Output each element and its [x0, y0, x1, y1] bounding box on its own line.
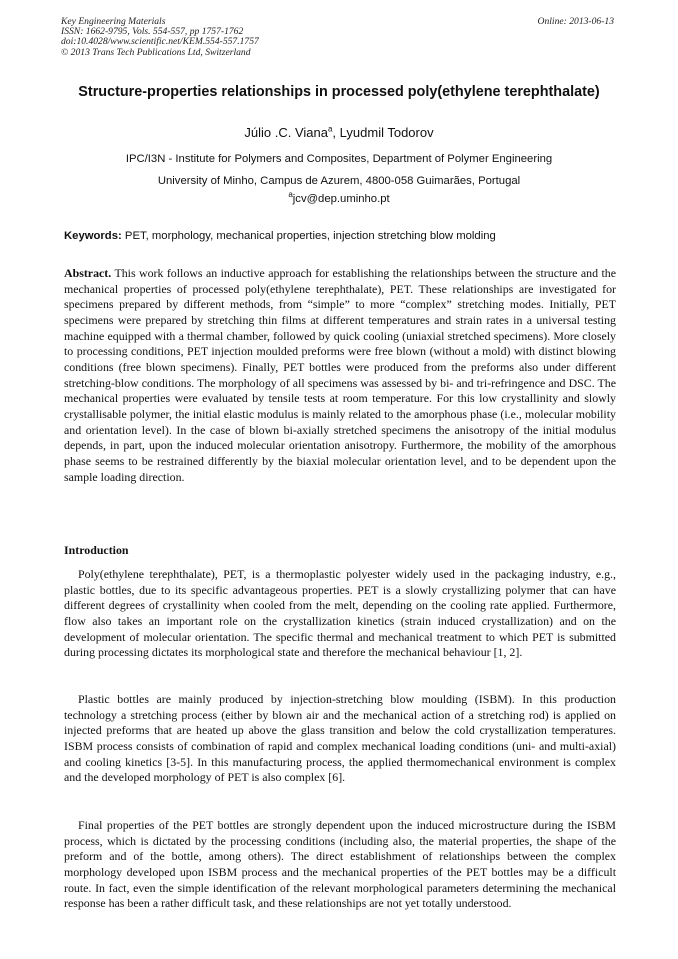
affiliation-line: IPC/I3N - Institute for Polymers and Composites, Department of Polymer Engineering	[125, 153, 553, 165]
keywords-label: Keywords:	[64, 230, 122, 242]
abstract-label: Abstract.	[64, 266, 112, 280]
journal-issn: ISSN: 1662-9795, Vols. 554-557, pp 1757-1762	[61, 26, 244, 38]
keywords	[64, 229, 616, 243]
affiliation-mark: a	[327, 124, 333, 134]
affiliation-mark: a	[288, 190, 293, 200]
author-name: Lyudmil Todorov	[339, 125, 434, 140]
abstract-text: This work follows an inductive approach for establishing the relationships between the structure and the mechanical properties of processed poly(ethylene terephthalate), PET. These relationships are investigated for specimens prepared by different methods, from “simple” to more “complex” stretching modes. Initially, PET specimens were prepared by stretching thin films at different temperatures and strain rates in a universal testing machine equipped with a thermal chamber, followed by quick cooling (uniaxial stretched specimens). More closely to processing conditions, PET injection moulded preforms were free blown (without a mold) with distinct blowing conditions (free blown specimens). Finally, PET bottles were produced from the preforms also under different stretching-blow conditions. The morphology of all specimens was assessed by bi- and tri-refringence and DSC. The mechanical properties were evaluated by tensile tests at room temperature. For this low crystallinity and slowly crystallisable polymer, the initial elastic modulus is mainly related to the amorphous phase (i.e., molecular mobility and orientation level). In the case of blown bi-axially stretched specimens the anisotropy of the initial modulus depends, in part, upon the induced molecular orientation anisotropy. Furthermore, the mobility of the amorphous phase seems to be restrained differently by the biaxial molecular orientation level, and to be dependent upon the sample loading direction.	[64, 266, 616, 484]
journal-doi: doi:10.4028/www.scientific.net/KEM.554-557.1757	[61, 36, 259, 48]
keywords-text: PET, morphology, mechanical properties, injection stretching blow molding	[121, 230, 496, 242]
body-paragraph: Poly(ethylene terephthalate), PET, is a thermoplastic polyester widely used in the packaging industry, e.g., plastic bottles, due to its specific advantageous properties. PET is a slowly crystallizing polymer that can have different degrees of crystallinity when cooled from the melt, depending on the cooling rate applied. Furthermore, flow also takes an important role on the crystallization kinetics (strain induced crystallization) and on the development of molecular orientation. The specific thermal and mechanical treatment to which PET is submitted during processing dictates its morphological state and therefore the mechanical behaviour [1, 2].	[64, 567, 616, 660]
journal-header	[61, 17, 421, 58]
author-name: Júlio .C. Viana	[244, 125, 328, 140]
journal-copyright: © 2013 Trans Tech Publications Ltd, Switzerland	[61, 46, 251, 58]
email-address: jcv@dep.uminho.pt	[292, 193, 390, 205]
body-paragraph: Plastic bottles are mainly produced by injection-stretching blow moulding (ISBM). In this production technology a stretching process (either by blown air and the mechanical action of a stretching rod) is applied on injected preforms that are heated up above the glass transition and below the cold crystallization temperatures. ISBM process consists of combination of rapid and complex mechanical loading conditions (uni- and multi-axial) and cooling kinetics [3-5]. In this manufacturing process, the applied thermomechanical environment is complex and the developed morphology of PET is also complex [6].	[64, 692, 616, 785]
paper-title: Structure-properties relationships in processed poly(ethylene terephthalate)	[78, 84, 600, 100]
author-list	[60, 125, 618, 141]
abstract	[64, 266, 616, 485]
section-heading: Introduction	[64, 543, 129, 557]
affiliation-line: University of Minho, Campus de Azurem, 4800-058 Guimarães, Portugal	[157, 175, 521, 187]
online-date: Online: 2013-06-13	[537, 16, 614, 27]
journal-name: Key Engineering Materials	[61, 16, 166, 27]
author-separator: ,	[332, 125, 340, 140]
body-paragraph: Final properties of the PET bottles are strongly dependent upon the induced microstructure during the ISBM process, which is dictated by the processing conditions (including also, the material properties, the shape of the preform and of the bottle, among others). The direct establishment of relationships between the complex morphology developed upon ISBM process and the mechanical properties of the PET bottles may be a difficult route. In fact, even the simple identification of the relevant morphological parameters determining the mechanical response has been a rather difficult task, and these relationships are not yet totally understood.	[64, 818, 616, 911]
author-email	[60, 192, 618, 206]
